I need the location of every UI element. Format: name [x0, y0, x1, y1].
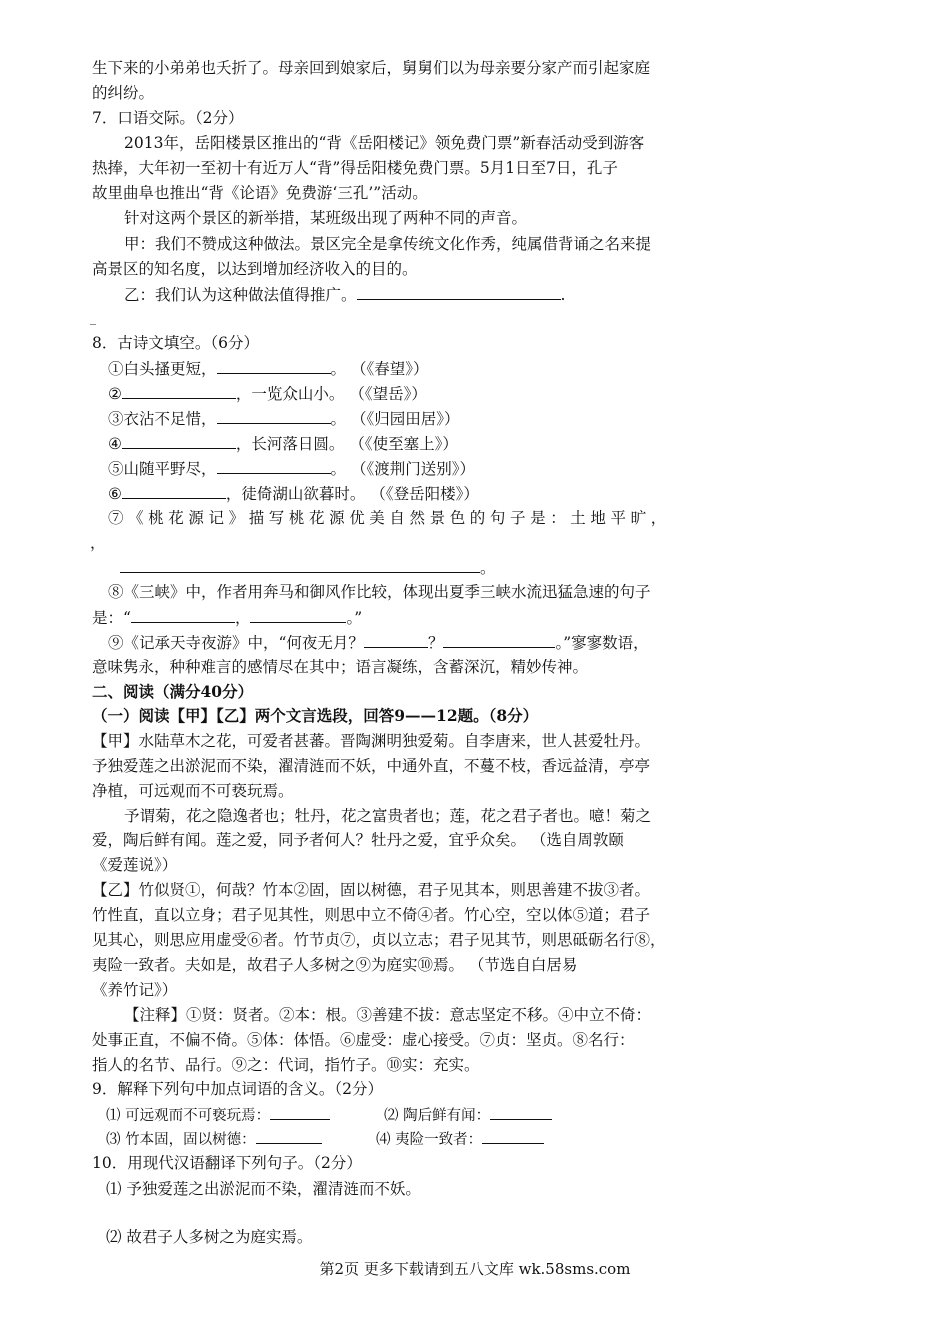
passage-jia: 【甲】水陆草木之花，可爱者甚蕃。晋陶渊明独爱菊。自李唐来，世人甚爱牡丹。 [92, 732, 651, 750]
section-2-1-heading: （一）阅读【甲】【乙】两个文言选段，回答9——12题。（8分） [92, 706, 539, 725]
question-9-title: 9．解释下列句中加点词语的含义。（2分） [92, 1080, 383, 1098]
notes: 处事正直，不偏不倚。⑤体：体悟。⑥虚受：虚心接受。⑦贞：坚贞。⑧名行： [92, 1031, 635, 1049]
poem-item: ①白头搔更短， 。 （《春望》） [108, 360, 429, 378]
text-line: 甲：我们不赞成这种做法。景区完全是拿传统文化作秀，纯属借背诵之名来提 [124, 235, 652, 253]
passage-jia: 予独爱莲之出淤泥而不染，濯清涟而不妖，中通外直，不蔓不枝，香远益清，亭亭 [92, 757, 651, 775]
poem-item: ⑥ ，徒倚湖山欲暮时。 （《登岳阳楼》） [108, 485, 479, 503]
poem-item: ⑦《桃花源记》描写桃花源优美自然景色的句子是：土地平旷， [108, 509, 671, 527]
question-9-item: ⑵ 陶后鲜有闻： [384, 1104, 552, 1126]
poem-item: ⑤山随平野尽， 。 （《渡荆门送别》） [108, 460, 475, 478]
passage-yi: 竹性直，直以立身；君子见其性，则思中立不倚④者。竹心空，空以体⑤道；君子 [92, 906, 651, 924]
question-8-title: 8．古诗文填空。（6分） [92, 334, 259, 352]
question-9-item: ⑶ 竹本固，固以树德： [106, 1128, 322, 1150]
page-footer: 第2页 更多下载请到五八文库 wk.58sms.com [319, 1260, 631, 1278]
question-7-title: 7．口语交际。（2分） [92, 109, 244, 127]
comma: ， [90, 534, 106, 552]
passage-jia: 《爱莲说》） [92, 856, 178, 874]
notes: 指人的名节、品行。⑨之：代词，指竹子。⑩实：充实。 [92, 1056, 480, 1074]
stray-mark: _ [90, 311, 96, 325]
question-10-item: ⑵ 故君子人多树之为庭实焉。 [106, 1228, 313, 1246]
text-line: 热捧，大年初一至初十有近万人“背”得岳阳楼免费门票。5月1日至7日，孔子 [92, 159, 618, 177]
text-line: 针对这两个景区的新举措，某班级出现了两种不同的声音。 [124, 209, 528, 227]
answer-line-8-9: ⑨《记承天寺夜游》中，“何夜无月？ ？ 。”寥寥数语， [108, 634, 649, 652]
question-10-title: 10．用现代汉语翻译下列句子。（2分） [92, 1154, 362, 1172]
answer-line-7: 乙：我们认为这种做法值得推广。 . [124, 286, 566, 304]
passage-yi: 【乙】竹似贤①，何哉？竹本②固，固以树德，君子见其本，则思善建不拔③者。 [92, 881, 651, 899]
answer-line-8-8: 是：“ ， 。” [92, 609, 363, 627]
passage-yi: 《养竹记》） [92, 981, 178, 999]
text-line: 意味隽永，种种难言的感情尽在其中；语言凝练，含蓄深沉，精妙传神。 [92, 658, 589, 676]
question-10-item: ⑴ 予独爱莲之出淤泥而不染，濯清涟而不妖。 [106, 1180, 421, 1198]
passage-jia: 净植，可远观而不可亵玩焉。 [92, 782, 294, 800]
passage-yi: 见其心，则思应用虚受⑥者。竹节贞⑦，贞以立志；君子见其节，则思砥砺名行⑧， [92, 931, 666, 949]
section-2-heading: 二、阅读（满分40分） [92, 682, 254, 701]
poem-item: ③衣沾不足惜， 。 （《归园田居》） [108, 410, 460, 428]
text-line: 故里曲阜也推出“背《论语》免费游‘三孔’”活动。 [92, 184, 428, 202]
text-line: 的纠纷。 [92, 84, 155, 102]
poem-item: ⑧《三峡》中，作者用奔马和御风作比较，体现出夏季三峡水流迅猛急速的句子 [108, 583, 651, 601]
poem-item: ② ，一览众山小。 （《望岳》） [108, 385, 427, 403]
answer-line-8-7: 。 [120, 557, 496, 578]
passage-jia: 爱，陶后鲜有闻。莲之爱，同予者何人？牡丹之爱，宜乎众矣。 （选自周敦颐 [92, 831, 624, 849]
poem-item: ④ ，长河落日圆。 （《使至塞上》） [108, 435, 458, 453]
text-line: 高景区的知名度，以达到增加经济收入的目的。 [92, 260, 418, 278]
question-9-item: ⑷ 夷险一致者： [376, 1128, 544, 1150]
notes: 【注释】①贤：贤者。②本：根。③善建不拔：意志坚定不移。④中立不倚： [124, 1006, 652, 1024]
text-line: 2013年，岳阳楼景区推出的“背《岳阳楼记》领免费门票”新春活动受到游客 [124, 134, 645, 152]
passage-yi: 夷险一致者。夫如是，故君子人多树之⑨为庭实⑩焉。 （节选自白居易 [92, 956, 578, 974]
text-line: 生下来的小弟弟也夭折了。母亲回到娘家后，舅舅们以为母亲要分家产而引起家庭 [92, 59, 651, 77]
question-9-item: ⑴ 可远观而不可亵玩焉： [106, 1104, 330, 1126]
passage-jia: 予谓菊，花之隐逸者也；牡丹，花之富贵者也；莲，花之君子者也。噫！菊之 [124, 807, 652, 825]
